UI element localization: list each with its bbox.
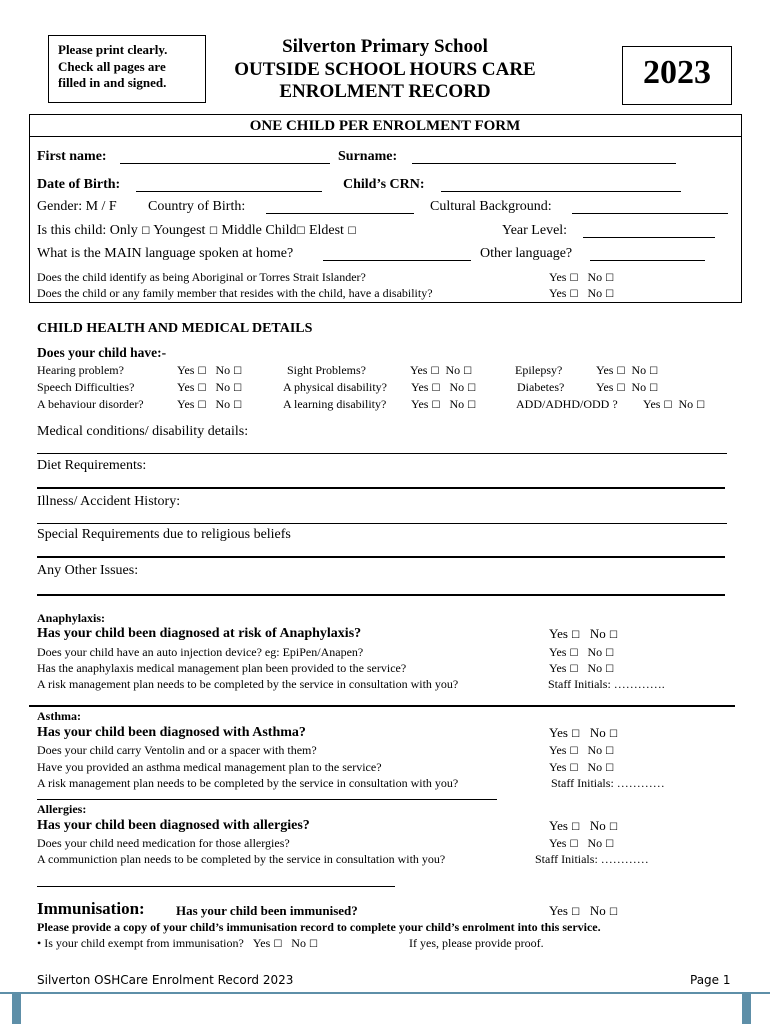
youngest-checkbox[interactable]: ☐ bbox=[208, 226, 218, 237]
no-checkbox[interactable]: ☐ bbox=[233, 400, 243, 411]
yes-label: Yes bbox=[252, 936, 271, 950]
anaphylaxis-q4: A risk management plan needs to be completed by the service in consultation with you? bbox=[37, 677, 459, 691]
yes-label: Yes bbox=[549, 743, 567, 757]
asthma-q3-answer[interactable] bbox=[549, 760, 614, 775]
surname-label: Surname: bbox=[338, 149, 398, 164]
physical-answer[interactable] bbox=[411, 380, 476, 395]
no-checkbox[interactable]: ☐ bbox=[609, 907, 618, 918]
eldest-checkbox[interactable]: ☐ bbox=[347, 226, 357, 237]
yes-checkbox[interactable]: ☐ bbox=[569, 648, 579, 659]
country-label: Country of Birth: bbox=[148, 199, 246, 214]
no-label: No bbox=[587, 645, 603, 659]
immunisation-q1-answer[interactable] bbox=[549, 903, 618, 919]
behaviour-label: A behaviour disorder? bbox=[37, 397, 144, 411]
diet-label: Diet Requirements: bbox=[37, 458, 147, 473]
yes-label: Yes bbox=[177, 397, 195, 411]
gender-label[interactable]: Gender: M / F bbox=[37, 199, 117, 214]
no-checkbox[interactable]: ☐ bbox=[308, 939, 318, 950]
other-language-field[interactable] bbox=[590, 260, 705, 261]
yes-checkbox[interactable]: ☐ bbox=[663, 400, 673, 411]
surname-field[interactable] bbox=[412, 163, 676, 164]
immunisation-exempt bbox=[37, 936, 318, 951]
section-divider bbox=[29, 705, 735, 707]
religious-label: Special Requirements due to religious beliefs bbox=[37, 527, 291, 542]
notice-line-2: Check all pages are bbox=[58, 59, 166, 74]
asthma-label: Asthma: bbox=[37, 709, 81, 723]
only-checkbox[interactable]: ☐ bbox=[141, 226, 151, 237]
asthma-q2: Does your child carry Ventolin and or a spacer with them? bbox=[37, 743, 317, 757]
allergies-staff-initials[interactable]: Staff Initials: ………… bbox=[535, 852, 649, 866]
year-level-label: Year Level: bbox=[502, 223, 568, 238]
yes-checkbox[interactable]: ☐ bbox=[273, 939, 283, 950]
country-field[interactable] bbox=[266, 213, 414, 214]
no-label: No bbox=[215, 363, 231, 377]
physical-text: A physical disability? bbox=[283, 380, 387, 394]
no-checkbox[interactable]: ☐ bbox=[605, 664, 615, 675]
anaphylaxis-q1: Has your child been diagnosed at risk of Anaphylaxis? bbox=[37, 626, 362, 641]
physical-label bbox=[283, 380, 387, 395]
no-label: No bbox=[449, 380, 465, 394]
middle-checkbox[interactable]: ☐ bbox=[296, 226, 306, 237]
no-label: No bbox=[587, 760, 603, 774]
no-label: No bbox=[589, 903, 606, 918]
youngest-label: Youngest bbox=[153, 223, 206, 238]
allergies-q3: A communiction plan needs to be completed by the service in consultation with you? bbox=[37, 852, 446, 866]
sight-answer[interactable] bbox=[410, 363, 472, 378]
learning-label: A learning disability? bbox=[283, 397, 387, 411]
hearing-label: Hearing problem? bbox=[37, 363, 124, 377]
behaviour-answer[interactable] bbox=[177, 397, 242, 412]
yes-checkbox[interactable]: ☐ bbox=[616, 383, 626, 394]
anaphylaxis-q2: Does your child have an auto injection device? eg: EpiPen/Anapen? bbox=[37, 645, 364, 659]
adhd-answer[interactable] bbox=[643, 397, 705, 412]
immunisation-proof: If yes, please provide proof. bbox=[409, 936, 544, 950]
footer-rule bbox=[0, 992, 770, 994]
cultural-label: Cultural Background: bbox=[430, 199, 552, 214]
yes-checkbox[interactable]: ☐ bbox=[431, 400, 441, 411]
no-label: No bbox=[678, 397, 694, 411]
epilepsy-label: Epilepsy? bbox=[515, 363, 563, 377]
asthma-q1: Has your child been diagnosed with Asthma? bbox=[37, 725, 306, 740]
yes-label: Yes bbox=[643, 397, 661, 411]
allergies-divider bbox=[37, 886, 395, 887]
yes-label: Yes bbox=[596, 363, 614, 377]
no-checkbox[interactable]: ☐ bbox=[467, 383, 477, 394]
exempt-question: • Is your child exempt from immunisation? bbox=[37, 936, 244, 950]
no-label: No bbox=[589, 818, 606, 833]
speech-label: Speech Difficulties? bbox=[37, 380, 135, 394]
year: 2023 bbox=[643, 54, 711, 91]
allergies-q1: Has your child been diagnosed with allergies? bbox=[37, 818, 310, 833]
yes-label: Yes bbox=[549, 903, 568, 918]
asthma-q4: A risk management plan needs to be completed by the service in consultation with you? bbox=[37, 776, 459, 790]
dob-field[interactable] bbox=[136, 191, 322, 192]
first-name-label: First name: bbox=[37, 149, 107, 164]
immunisation-q1: Has your child been immunised? bbox=[176, 903, 358, 918]
anaphylaxis-q3-answer[interactable] bbox=[549, 661, 614, 676]
allergies-label: Allergies: bbox=[37, 802, 87, 816]
yes-label: Yes bbox=[549, 725, 568, 740]
no-label: No bbox=[587, 743, 603, 757]
sibling-position-row bbox=[37, 223, 356, 239]
adhd-label: ADD/ADHD/ODD ? bbox=[516, 397, 618, 411]
no-checkbox[interactable]: ☐ bbox=[467, 400, 477, 411]
yes-checkbox[interactable]: ☐ bbox=[569, 839, 579, 850]
dob-label: Date of Birth: bbox=[37, 177, 121, 192]
yes-checkbox[interactable]: ☐ bbox=[571, 630, 581, 641]
yes-checkbox[interactable]: ☐ bbox=[197, 366, 207, 377]
notice-line-3: filled in and signed. bbox=[58, 75, 167, 90]
no-checkbox[interactable]: ☐ bbox=[609, 630, 618, 641]
no-checkbox[interactable]: ☐ bbox=[605, 746, 615, 757]
learning-answer[interactable] bbox=[411, 397, 476, 412]
no-checkbox[interactable]: ☐ bbox=[605, 648, 615, 659]
child-heading: ONE CHILD PER ENROLMENT FORM bbox=[249, 118, 521, 134]
no-checkbox[interactable]: ☐ bbox=[605, 839, 615, 850]
yes-checkbox[interactable]: ☐ bbox=[569, 763, 579, 774]
sight-label: Sight Problems? bbox=[287, 363, 367, 377]
no-label: No bbox=[215, 397, 231, 411]
immunisation-note: Please provide a copy of your child’s immunisation record to complete your child’s enrolment into this service. bbox=[37, 920, 601, 934]
no-label: No bbox=[445, 363, 461, 377]
religious-field[interactable] bbox=[37, 556, 725, 558]
medical-details-label: Medical conditions/ disability details: bbox=[37, 424, 249, 439]
footer-bar-right bbox=[742, 994, 751, 1024]
anaphylaxis-staff-initials[interactable]: Staff Initials: …………. bbox=[548, 677, 665, 691]
asthma-q3: Have you provided an asthma medical management plan to the service? bbox=[37, 760, 382, 774]
eldest-label: Eldest bbox=[308, 223, 344, 238]
diabetes-label: Diabetes? bbox=[517, 380, 565, 394]
form-title-2: ENROLMENT RECORD bbox=[279, 81, 491, 102]
yes-label: Yes bbox=[410, 363, 428, 377]
anaphylaxis-q1-answer[interactable] bbox=[549, 626, 618, 642]
yes-label: Yes bbox=[549, 818, 568, 833]
other-issues-label: Any Other Issues: bbox=[37, 563, 139, 578]
health-heading: CHILD HEALTH AND MEDICAL DETAILS bbox=[37, 321, 313, 336]
footer-bar-left bbox=[12, 994, 21, 1024]
cultural-field[interactable] bbox=[572, 213, 728, 214]
no-label: No bbox=[587, 270, 603, 284]
yes-label: Yes bbox=[177, 380, 195, 394]
asthma-q1-answer[interactable] bbox=[549, 725, 618, 741]
asthma-q2-answer[interactable] bbox=[549, 743, 614, 758]
crn-label: Child’s CRN: bbox=[343, 177, 425, 192]
footer-page-number: Page 1 bbox=[690, 973, 731, 987]
yes-checkbox[interactable]: ☐ bbox=[431, 383, 441, 394]
aboriginal-question: Does the child identify as being Aboriginal or Torres Strait Islander? bbox=[37, 270, 366, 284]
child-heading-divider bbox=[29, 136, 741, 137]
footer-left: Silverton OSHCare Enrolment Record 2023 bbox=[37, 973, 294, 987]
no-label: No bbox=[587, 836, 603, 850]
no-label: No bbox=[587, 286, 603, 300]
yes-checkbox[interactable]: ☐ bbox=[430, 366, 440, 377]
no-label: No bbox=[631, 363, 647, 377]
asthma-staff-initials[interactable]: Staff Initials: ………… bbox=[551, 776, 665, 790]
yes-checkbox[interactable]: ☐ bbox=[571, 729, 581, 740]
year-level-field[interactable] bbox=[583, 237, 715, 238]
epilepsy-answer[interactable] bbox=[596, 363, 658, 378]
illness-label: Illness/ Accident History: bbox=[37, 494, 181, 509]
no-checkbox[interactable]: ☐ bbox=[605, 763, 615, 774]
school-name: Silverton Primary School bbox=[282, 36, 488, 57]
yes-checkbox[interactable]: ☐ bbox=[569, 289, 579, 300]
no-checkbox[interactable]: ☐ bbox=[609, 729, 618, 740]
yes-label: Yes bbox=[177, 363, 195, 377]
medical-details-field[interactable] bbox=[37, 453, 727, 454]
main-language-field[interactable] bbox=[323, 260, 471, 261]
no-checkbox[interactable]: ☐ bbox=[233, 366, 243, 377]
crn-field[interactable] bbox=[441, 191, 681, 192]
no-checkbox[interactable]: ☐ bbox=[696, 400, 706, 411]
no-checkbox[interactable]: ☐ bbox=[463, 366, 473, 377]
yes-label: Yes bbox=[411, 380, 429, 394]
no-label: No bbox=[589, 626, 606, 641]
yes-checkbox[interactable]: ☐ bbox=[569, 664, 579, 675]
diet-field[interactable] bbox=[37, 487, 725, 489]
main-language-label: What is the MAIN language spoken at home? bbox=[37, 246, 294, 261]
no-checkbox[interactable]: ☐ bbox=[233, 383, 243, 394]
no-label: No bbox=[291, 936, 306, 950]
yes-checkbox[interactable]: ☐ bbox=[197, 383, 207, 394]
no-label: No bbox=[587, 661, 603, 675]
no-label: No bbox=[589, 725, 606, 740]
first-name-field[interactable] bbox=[120, 163, 330, 164]
anaphylaxis-q2-answer[interactable] bbox=[549, 645, 614, 660]
no-label: No bbox=[215, 380, 231, 394]
middle-label: Middle Child bbox=[221, 223, 297, 238]
form-title-1: OUTSIDE SCHOOL HOURS CARE bbox=[234, 59, 536, 80]
is-child-only-label: Is this child: Only bbox=[37, 223, 138, 238]
no-label: No bbox=[449, 397, 465, 411]
yes-label: Yes bbox=[596, 380, 614, 394]
yes-checkbox[interactable]: ☐ bbox=[571, 907, 581, 918]
no-checkbox[interactable]: ☐ bbox=[649, 366, 659, 377]
does-have-label: Does your child have:- bbox=[37, 345, 167, 360]
anaphylaxis-label: Anaphylaxis: bbox=[37, 611, 106, 625]
speech-answer[interactable] bbox=[177, 380, 242, 395]
notice-line-1: Please print clearly. bbox=[58, 42, 168, 57]
allergies-q2: Does your child need medication for those allergies? bbox=[37, 836, 290, 850]
allergies-q2-answer[interactable] bbox=[549, 836, 614, 851]
yes-label: Yes bbox=[549, 661, 567, 675]
yes-label: Yes bbox=[549, 836, 567, 850]
yes-label: Yes bbox=[411, 397, 429, 411]
yes-checkbox[interactable]: ☐ bbox=[571, 822, 581, 833]
disability-answer[interactable] bbox=[549, 286, 614, 301]
no-checkbox[interactable]: ☐ bbox=[649, 383, 659, 394]
no-checkbox[interactable]: ☐ bbox=[605, 289, 615, 300]
no-checkbox[interactable]: ☐ bbox=[605, 273, 615, 284]
asthma-divider bbox=[37, 799, 497, 800]
aboriginal-answer[interactable] bbox=[549, 270, 614, 285]
no-checkbox[interactable]: ☐ bbox=[609, 822, 618, 833]
yes-label: Yes bbox=[549, 626, 568, 641]
yes-label: Yes bbox=[549, 286, 567, 300]
other-language-label: Other language? bbox=[480, 246, 573, 261]
allergies-q1-answer[interactable] bbox=[549, 818, 618, 834]
yes-label: Yes bbox=[549, 645, 567, 659]
yes-checkbox[interactable]: ☐ bbox=[616, 366, 626, 377]
immunisation-label: Immunisation: bbox=[37, 899, 145, 918]
illness-field[interactable] bbox=[37, 523, 727, 524]
hearing-answer[interactable] bbox=[177, 363, 242, 378]
other-issues-field[interactable] bbox=[37, 594, 725, 596]
yes-label: Yes bbox=[549, 760, 567, 774]
no-label: No bbox=[631, 380, 647, 394]
yes-checkbox[interactable]: ☐ bbox=[569, 273, 579, 284]
yes-checkbox[interactable]: ☐ bbox=[197, 400, 207, 411]
diabetes-answer[interactable] bbox=[596, 380, 658, 395]
anaphylaxis-q3: Has the anaphylaxis medical management plan been provided to the service? bbox=[37, 661, 407, 675]
yes-label: Yes bbox=[549, 270, 567, 284]
yes-checkbox[interactable]: ☐ bbox=[569, 746, 579, 757]
disability-question: Does the child or any family member that resides with the child, have a disability? bbox=[37, 286, 433, 300]
